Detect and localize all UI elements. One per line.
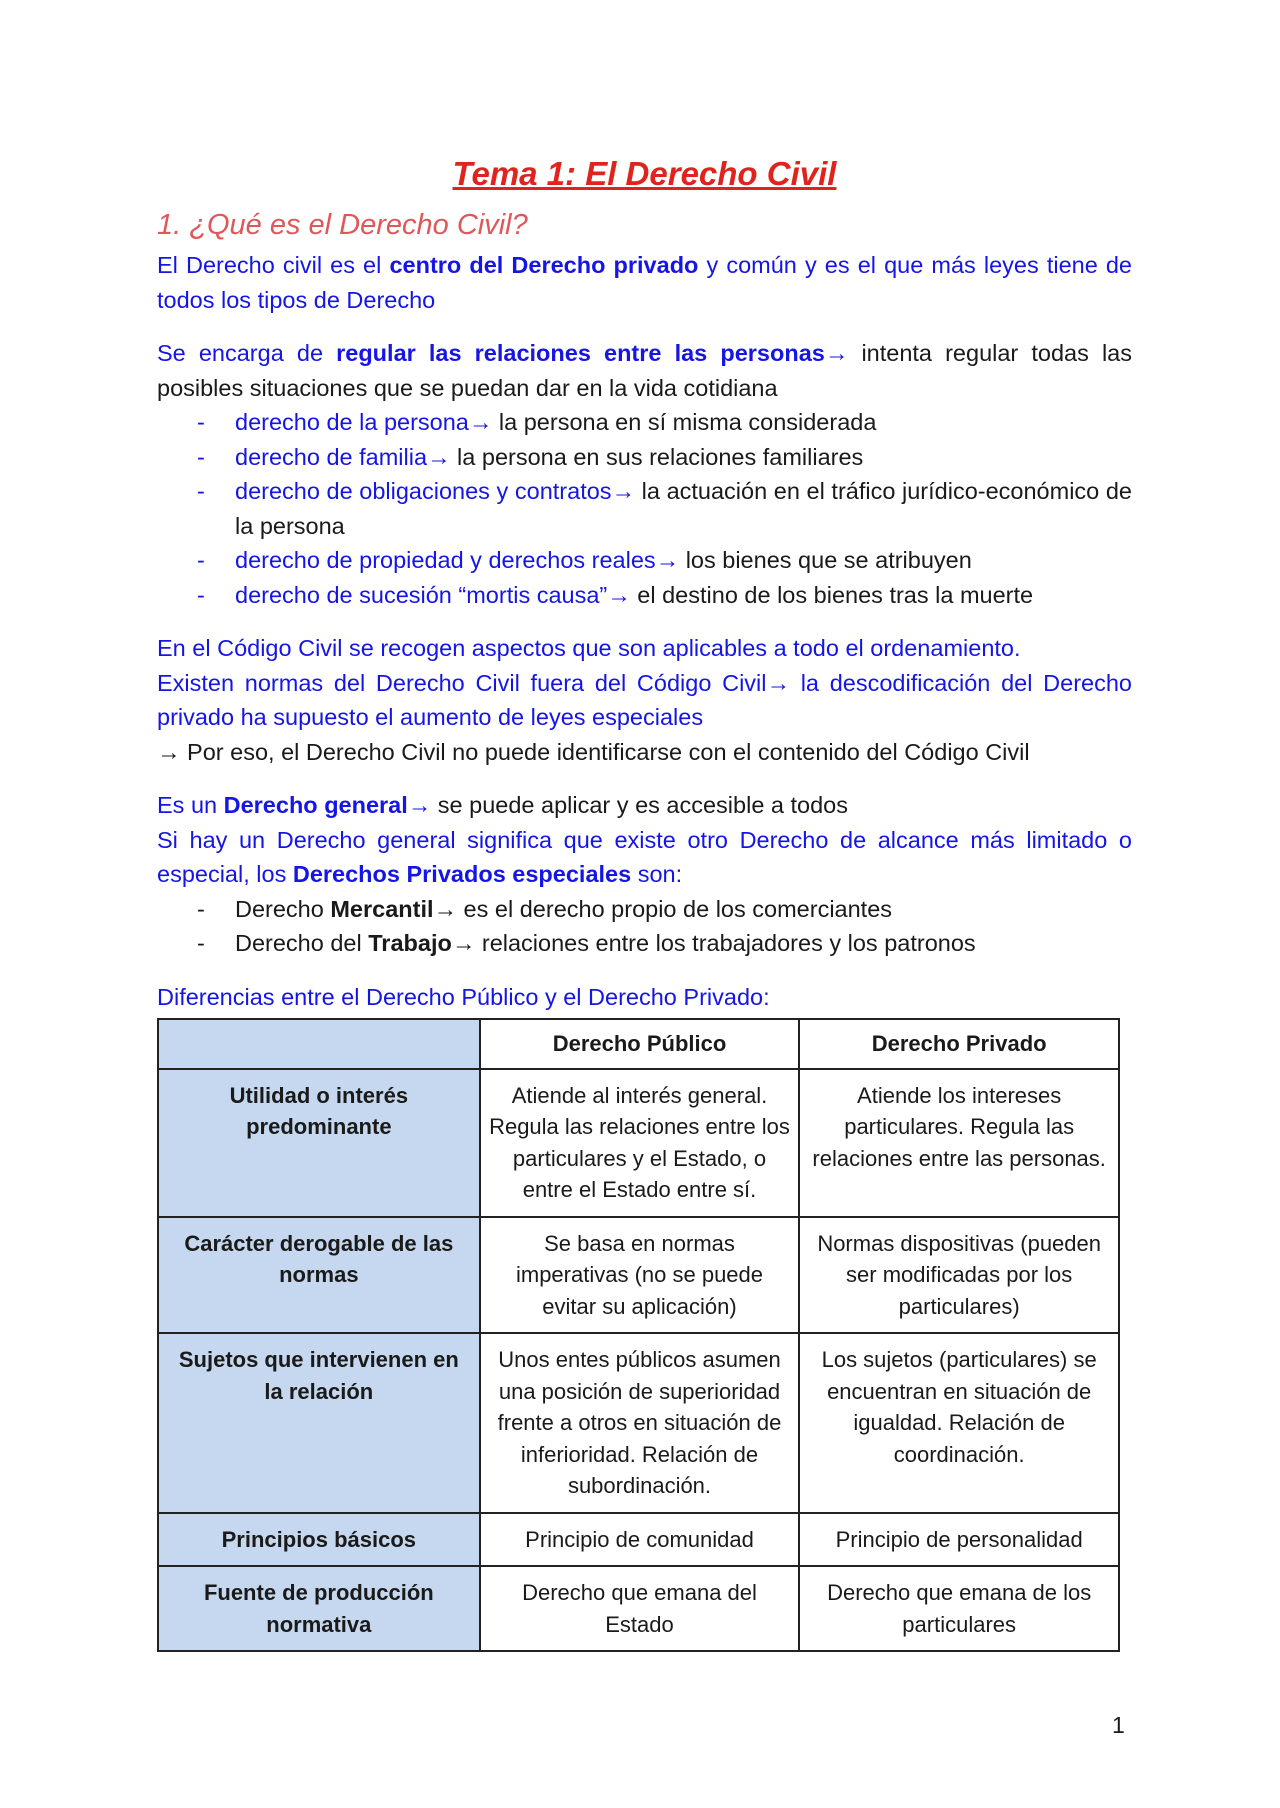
list-item: - derecho de obligaciones y contratos→ la actuación en el tráfico jurídico-económico de la persona [197, 478, 1132, 539]
cell-publico: Principio de comunidad [480, 1513, 800, 1567]
arrow: → [824, 340, 849, 366]
text-run: intenta regular todas las posibles situaciones que se puedan dar en la vida cotidiana [157, 340, 1132, 401]
paragraph-conclusion: → Por eso, el Derecho Civil no puede identificarse con el contenido del Código Civil [157, 738, 1030, 765]
list-desc: la actuación en el tráfico jurídico-económico de la persona [235, 478, 1132, 539]
list-item: - derecho de sucesión “mortis causa”→ el destino de los bienes tras la muerte [197, 581, 1034, 608]
list-term: Mercantil [330, 895, 434, 922]
list-item: - derecho de propiedad y derechos reales→ los bienes que se atribuyen [197, 547, 972, 573]
list-desc: la persona en sí misma considerada [492, 409, 877, 435]
row-label: Carácter derogable de las normas [158, 1217, 480, 1334]
cell-publico: Derecho que emana del Estado [480, 1566, 800, 1651]
emphasis: Derecho general [223, 792, 408, 818]
table-row [158, 1513, 1119, 1567]
paragraph-regulation [157, 336, 1132, 405]
table-row [158, 1333, 1119, 1513]
list-desc: → es el derecho propio de los comerciantes [433, 895, 893, 922]
list-term: derecho de sucesión “mortis causa”→ [235, 581, 631, 608]
table-corner [158, 1019, 480, 1069]
arrow: → [407, 792, 432, 818]
text-run: son: [631, 861, 683, 887]
emphasis: centro del Derecho privado [389, 252, 699, 278]
list-item: - derecho de la persona→ la persona en sí misma considerada [197, 409, 877, 435]
text-run: y común y es el que más leyes tiene de todos los tipos de Derecho [157, 252, 1133, 313]
row-label: Principios básicos [158, 1513, 480, 1567]
list-pre: Derecho [235, 895, 331, 922]
cell-privado: Normas dispositivas (pueden ser modificadas por los particulares) [799, 1217, 1119, 1334]
list-desc: los bienes que se atribuyen [679, 547, 972, 573]
paragraph-general [157, 788, 1132, 823]
list-item: - Derecho Mercantil→ es el derecho propio de los comerciantes [197, 895, 893, 922]
list-desc: el destino de los bienes tras la muerte [630, 581, 1034, 608]
text-run: Si hay un Derecho general significa que existe otro Derecho de alcance más limitado o especial, los [157, 826, 1132, 887]
special-law-list [157, 892, 1132, 961]
cell-publico: Atiende al interés general. Regula las relaciones entre los particulares y el Estado, o entre el Estado entre sí. [480, 1069, 800, 1217]
text-run: Se encarga de [157, 340, 337, 366]
list-term: Trabajo [368, 930, 452, 956]
page-number: 1 [1112, 1712, 1125, 1738]
table-row [158, 1566, 1119, 1651]
list-term: derecho de propiedad y derechos reales→ [235, 547, 680, 573]
list-item: - Derecho del Trabajo→ relaciones entre los trabajadores y los patronos [197, 930, 976, 956]
paragraph-descodificacion: Existen normas del Derecho Civil fuera del Código Civil→ la descodificación del Derecho privado ha supuesto el aumento de leyes especiales [157, 669, 1132, 730]
text-run: Es un [157, 792, 224, 818]
table-caption: Diferencias entre el Derecho Público y el Derecho Privado: [157, 983, 770, 1010]
list-item: - derecho de familia→ la persona en sus relaciones familiares [197, 443, 864, 470]
cell-privado: Principio de personalidad [799, 1513, 1119, 1567]
paragraph-especiales [157, 823, 1132, 892]
cell-privado: Los sujetos (particulares) se encuentran en situación de igualdad. Relación de coordinación. [799, 1333, 1119, 1513]
column-header-privado: Derecho Privado [799, 1019, 1119, 1069]
table-row [158, 1069, 1119, 1217]
emphasis: Derechos Privados especiales [292, 861, 632, 887]
document-page [157, 150, 1132, 1652]
list-term: derecho de la persona→ [235, 409, 493, 435]
cell-privado: Atiende los intereses particulares. Regula las relaciones entre las personas. [799, 1069, 1119, 1217]
list-term: derecho de familia→ [235, 443, 451, 470]
column-header-publico: Derecho Público [480, 1019, 800, 1069]
list-pre: Derecho del [235, 930, 369, 956]
row-label: Sujetos que intervienen en la relación [158, 1333, 480, 1513]
page-title: Tema 1: El Derecho Civil [452, 155, 837, 192]
cell-publico: Unos entes públicos asumen una posición de superioridad frente a otros en situación de inferioridad. Relación de subordinación. [480, 1333, 800, 1513]
paragraph-definition [157, 248, 1132, 317]
row-label: Utilidad o interés predominante [158, 1069, 480, 1217]
table-row [158, 1217, 1119, 1334]
section-heading: 1. ¿Qué es el Derecho Civil? [157, 209, 528, 241]
list-desc: → relaciones entre los trabajadores y los patronos [451, 930, 976, 956]
text-run: se puede aplicar y es accesible a todos [431, 792, 849, 818]
emphasis: regular las relaciones entre las personas [336, 340, 825, 366]
list-desc: la persona en sus relaciones familiares [450, 443, 864, 470]
row-label: Fuente de producción normativa [158, 1566, 480, 1651]
paragraph-codigo: En el Código Civil se recogen aspectos que son aplicables a todo el ordenamiento. [157, 635, 1021, 661]
cell-publico: Se basa en normas imperativas (no se puede evitar su aplicación) [480, 1217, 800, 1334]
cell-privado: Derecho que emana de los particulares [799, 1566, 1119, 1651]
text-run: El Derecho civil es el [157, 252, 390, 278]
comparison-table [157, 1018, 1120, 1652]
branches-list [157, 405, 1132, 612]
table-header-row [158, 1019, 1119, 1069]
list-term: derecho de obligaciones y contratos→ [235, 478, 636, 504]
